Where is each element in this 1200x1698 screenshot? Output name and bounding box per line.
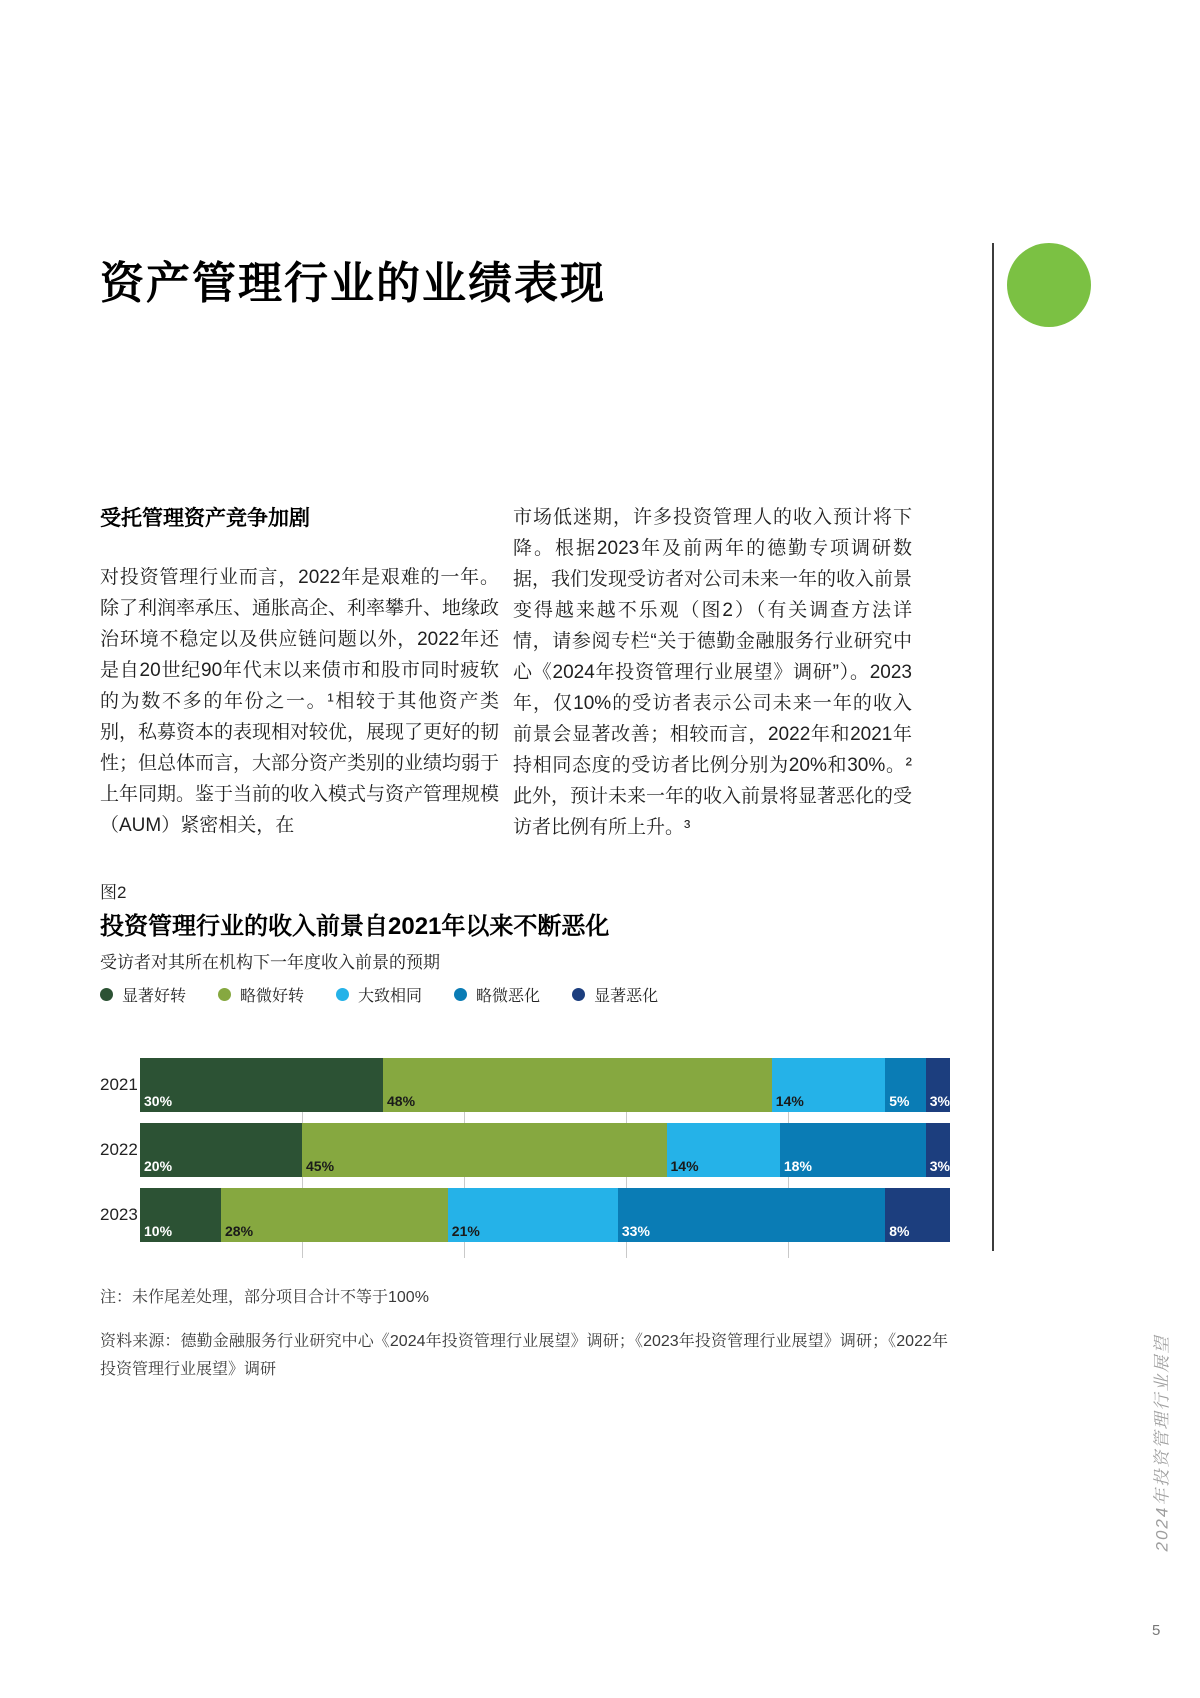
stacked-bar bbox=[140, 1058, 950, 1112]
bar-value-label: 33% bbox=[621, 1223, 650, 1239]
body-columns bbox=[100, 502, 912, 843]
legend-item bbox=[572, 983, 658, 1006]
year-label: 2021 bbox=[100, 1075, 138, 1094]
bar-segment bbox=[140, 1188, 221, 1242]
bar-value-label: 10% bbox=[144, 1223, 173, 1239]
bar-segment bbox=[780, 1123, 926, 1177]
bar-segment bbox=[140, 1123, 302, 1177]
right-margin-rule bbox=[992, 243, 994, 1251]
legend-dot bbox=[218, 988, 231, 1001]
bar-value-label: 8% bbox=[889, 1223, 910, 1239]
legend-item bbox=[100, 983, 186, 1006]
section-heading: 受托管理资产竞争加剧 bbox=[100, 507, 310, 530]
legend-item bbox=[336, 983, 422, 1006]
right-column bbox=[513, 502, 912, 843]
accent-circle bbox=[1007, 243, 1091, 327]
legend-label: 显著好转 bbox=[122, 988, 187, 1005]
bar-segment bbox=[926, 1123, 950, 1177]
stacked-bar bbox=[140, 1123, 950, 1177]
chart-row bbox=[100, 1188, 950, 1242]
chart-legend bbox=[100, 983, 658, 1006]
bar-segment bbox=[618, 1188, 885, 1242]
chart-rows bbox=[100, 1058, 950, 1242]
bar-value-label: 14% bbox=[670, 1158, 699, 1174]
legend-dot bbox=[572, 988, 585, 1001]
figure-source: 资料来源：德勤金融服务行业研究中心《2024年投资管理行业展望》调研；《2023年投资管理行业展望》调研；《2022年投资管理行业展望》调研 bbox=[100, 1333, 948, 1378]
bar-value-label: 3% bbox=[929, 1093, 950, 1109]
stacked-bar-chart bbox=[100, 1058, 950, 1242]
legend-dot bbox=[100, 988, 113, 1001]
bar-segment bbox=[302, 1123, 667, 1177]
body-paragraph-left: 对投资管理行业而言，2022年是艰难的一年。除了利润率承压、通胀高企、利率攀升、地缘政治环境不稳定以及供应链问题以外，2022年还是自20世纪90年代末以来债市和股市同时疲软的为数不多的年份之一。¹相较于其他资产类别，私募资本的表现相对较优，展现了更好的韧性；但总体而言，大部分资产类别的业绩均弱于上年同期。鉴于当前的收入模式与资产管理规模（AUM）紧密相关，在 bbox=[100, 567, 500, 836]
left-column bbox=[100, 502, 499, 843]
body-paragraph-right: 市场低迷期，许多投资管理人的收入预计将下降。根据2023年及前两年的德勤专项调研数据，我们发现受访者对公司未来一年的收入前景变得越来越不乐观（图2）（有关调查方法详情，请参阅专栏“关于德勤金融服务行业研究中心《2024年投资管理行业展望》调研”）。2023年，仅10%的受访者表示公司未来一年的收入前景会显著改善；相较而言，2022年和2021年持相同态度的受访者比例分别为20%和30%。²此外，预计未来一年的收入前景将显著恶化的受访者比例有所上升。³ bbox=[513, 507, 913, 838]
legend-dot bbox=[454, 988, 467, 1001]
bar-segment bbox=[667, 1123, 780, 1177]
figure-label: 图2 bbox=[100, 883, 127, 902]
bar-segment bbox=[772, 1058, 885, 1112]
legend-label: 略微好转 bbox=[240, 988, 305, 1005]
chart-row bbox=[100, 1058, 950, 1112]
bar-segment bbox=[448, 1188, 618, 1242]
figure-subtitle: 受访者对其所在机构下一年度收入前景的预期 bbox=[100, 953, 440, 972]
bar-value-label: 3% bbox=[929, 1158, 950, 1174]
bar-segment bbox=[885, 1188, 950, 1242]
bar-value-label: 30% bbox=[144, 1093, 173, 1109]
legend-item bbox=[218, 983, 304, 1006]
bar-value-label: 18% bbox=[783, 1158, 812, 1174]
page-title: 资产管理行业的业绩表现 bbox=[100, 259, 606, 309]
stacked-bar bbox=[140, 1188, 950, 1242]
year-label: 2023 bbox=[100, 1205, 138, 1224]
legend-label: 显著恶化 bbox=[594, 988, 659, 1005]
figure-title: 投资管理行业的收入前景自2021年以来不断恶化 bbox=[100, 913, 610, 940]
bar-value-label: 48% bbox=[387, 1093, 416, 1109]
legend-label: 略微恶化 bbox=[476, 988, 541, 1005]
bar-segment bbox=[221, 1188, 448, 1242]
legend-item bbox=[454, 983, 540, 1006]
bar-value-label: 20% bbox=[144, 1158, 173, 1174]
bar-value-label: 45% bbox=[306, 1158, 335, 1174]
bar-value-label: 14% bbox=[775, 1093, 804, 1109]
figure-note: 注：未作尾差处理，部分项目合计不等于100% bbox=[100, 1289, 429, 1306]
bar-segment bbox=[885, 1058, 926, 1112]
bar-value-label: 5% bbox=[889, 1093, 910, 1109]
bar-segment bbox=[383, 1058, 772, 1112]
legend-dot bbox=[336, 988, 349, 1001]
year-label: 2022 bbox=[100, 1140, 138, 1159]
chart-row bbox=[100, 1123, 950, 1177]
bar-segment bbox=[926, 1058, 950, 1112]
bar-value-label: 28% bbox=[225, 1223, 254, 1239]
bar-segment bbox=[140, 1058, 383, 1112]
bar-value-label: 21% bbox=[451, 1223, 480, 1239]
page-number: 5 bbox=[1152, 1622, 1161, 1639]
legend-label: 大致相同 bbox=[358, 988, 423, 1005]
sidebar-vertical-text: 2024年投资管理行业展望 bbox=[1152, 1334, 1172, 1552]
